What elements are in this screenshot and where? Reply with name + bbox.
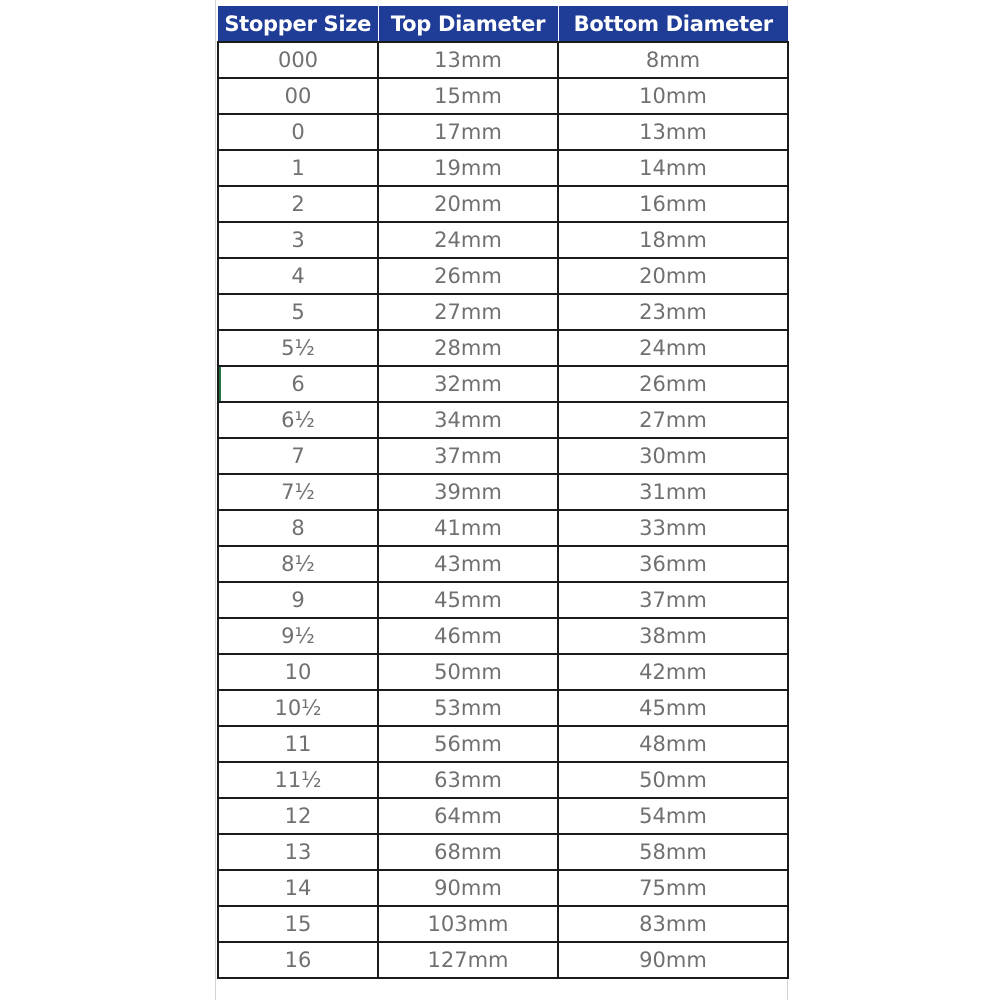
cell-stopper-size[interactable]: 15 [218,906,378,942]
cell-top-diameter[interactable]: 19mm [378,150,558,186]
cell-stopper-size[interactable]: 6 [218,366,378,402]
cell-top-diameter[interactable]: 24mm [378,222,558,258]
header-top-diameter[interactable]: Top Diameter [378,6,558,42]
cell-bottom-diameter[interactable]: 23mm [558,294,788,330]
cell-bottom-diameter[interactable]: 50mm [558,762,788,798]
cell-top-diameter[interactable]: 34mm [378,402,558,438]
cell-stopper-size[interactable]: 10½ [218,690,378,726]
cell-stopper-size[interactable]: 9½ [218,618,378,654]
cell-bottom-diameter[interactable]: 75mm [558,870,788,906]
cell-bottom-diameter[interactable]: 54mm [558,798,788,834]
header-stopper-size[interactable]: Stopper Size [218,6,378,42]
cell-top-diameter[interactable]: 32mm [378,366,558,402]
table-row [218,222,788,258]
table-row [218,474,788,510]
cell-top-diameter[interactable]: 63mm [378,762,558,798]
cell-stopper-size[interactable]: 11½ [218,762,378,798]
table-body [218,42,788,978]
cell-stopper-size[interactable]: 12 [218,798,378,834]
cell-stopper-size[interactable]: 1 [218,150,378,186]
table-row [218,150,788,186]
table-row [218,834,788,870]
cell-top-diameter[interactable]: 56mm [378,726,558,762]
sheet-gridline-left [215,0,216,1000]
cell-bottom-diameter[interactable]: 36mm [558,546,788,582]
cell-top-diameter[interactable]: 20mm [378,186,558,222]
cell-bottom-diameter[interactable]: 14mm [558,150,788,186]
table-row [218,798,788,834]
cell-top-diameter[interactable]: 27mm [378,294,558,330]
cell-bottom-diameter[interactable]: 58mm [558,834,788,870]
cell-top-diameter[interactable]: 39mm [378,474,558,510]
cell-stopper-size[interactable]: 8½ [218,546,378,582]
cell-top-diameter[interactable]: 43mm [378,546,558,582]
cell-top-diameter[interactable]: 13mm [378,42,558,78]
cell-top-diameter[interactable]: 28mm [378,330,558,366]
cell-top-diameter[interactable]: 26mm [378,258,558,294]
table-row [218,114,788,150]
cell-bottom-diameter[interactable]: 16mm [558,186,788,222]
cell-top-diameter[interactable]: 103mm [378,906,558,942]
cell-stopper-size[interactable]: 00 [218,78,378,114]
cell-top-diameter[interactable]: 90mm [378,870,558,906]
table-row [218,690,788,726]
cell-stopper-size[interactable]: 3 [218,222,378,258]
table-row [218,546,788,582]
header-row [218,6,788,42]
table-row [218,654,788,690]
cell-stopper-size[interactable]: 13 [218,834,378,870]
table-row [218,402,788,438]
cell-top-diameter[interactable]: 68mm [378,834,558,870]
cell-top-diameter[interactable]: 46mm [378,618,558,654]
cell-top-diameter[interactable]: 37mm [378,438,558,474]
table-row [218,42,788,78]
cell-stopper-size[interactable]: 5½ [218,330,378,366]
cell-stopper-size[interactable]: 2 [218,186,378,222]
stopper-size-table [217,6,789,979]
cell-stopper-size[interactable]: 16 [218,942,378,978]
cell-stopper-size[interactable]: 0 [218,114,378,150]
cell-bottom-diameter[interactable]: 26mm [558,366,788,402]
cell-bottom-diameter[interactable]: 18mm [558,222,788,258]
cell-bottom-diameter[interactable]: 42mm [558,654,788,690]
header-bottom-diameter[interactable]: Bottom Diameter [558,6,788,42]
table-row [218,510,788,546]
table-row [218,726,788,762]
table-row [218,258,788,294]
cell-stopper-size[interactable]: 000 [218,42,378,78]
table-row [218,366,788,402]
table-row [218,438,788,474]
table-row [218,330,788,366]
table-row [218,906,788,942]
cell-stopper-size[interactable]: 4 [218,258,378,294]
cell-top-diameter[interactable]: 53mm [378,690,558,726]
cell-bottom-diameter[interactable]: 24mm [558,330,788,366]
cell-bottom-diameter[interactable]: 90mm [558,942,788,978]
cell-stopper-size[interactable]: 7 [218,438,378,474]
cell-bottom-diameter[interactable]: 37mm [558,582,788,618]
table-row [218,78,788,114]
cell-bottom-diameter[interactable]: 45mm [558,690,788,726]
cell-stopper-size[interactable]: 5 [218,294,378,330]
cell-top-diameter[interactable]: 127mm [378,942,558,978]
cell-bottom-diameter[interactable]: 83mm [558,906,788,942]
table-row [218,870,788,906]
cell-bottom-diameter[interactable]: 31mm [558,474,788,510]
cell-bottom-diameter[interactable]: 13mm [558,114,788,150]
cell-top-diameter[interactable]: 50mm [378,654,558,690]
cell-stopper-size[interactable]: 7½ [218,474,378,510]
cell-bottom-diameter[interactable]: 38mm [558,618,788,654]
table-row [218,618,788,654]
cell-bottom-diameter[interactable]: 20mm [558,258,788,294]
cell-bottom-diameter[interactable]: 8mm [558,42,788,78]
table-row [218,762,788,798]
cell-bottom-diameter[interactable]: 27mm [558,402,788,438]
cell-top-diameter[interactable]: 45mm [378,582,558,618]
cell-stopper-size[interactable]: 9 [218,582,378,618]
cell-bottom-diameter[interactable]: 33mm [558,510,788,546]
cell-top-diameter[interactable]: 15mm [378,78,558,114]
table-row [218,942,788,978]
cell-top-diameter[interactable]: 17mm [378,114,558,150]
cell-stopper-size[interactable]: 11 [218,726,378,762]
cell-bottom-diameter[interactable]: 48mm [558,726,788,762]
cell-stopper-size[interactable]: 14 [218,870,378,906]
cell-stopper-size[interactable]: 6½ [218,402,378,438]
table-row [218,582,788,618]
cell-top-diameter[interactable]: 64mm [378,798,558,834]
table-row [218,186,788,222]
cell-bottom-diameter[interactable]: 10mm [558,78,788,114]
cell-top-diameter[interactable]: 41mm [378,510,558,546]
cell-stopper-size[interactable]: 10 [218,654,378,690]
table-row [218,294,788,330]
cell-stopper-size[interactable]: 8 [218,510,378,546]
cell-bottom-diameter[interactable]: 30mm [558,438,788,474]
